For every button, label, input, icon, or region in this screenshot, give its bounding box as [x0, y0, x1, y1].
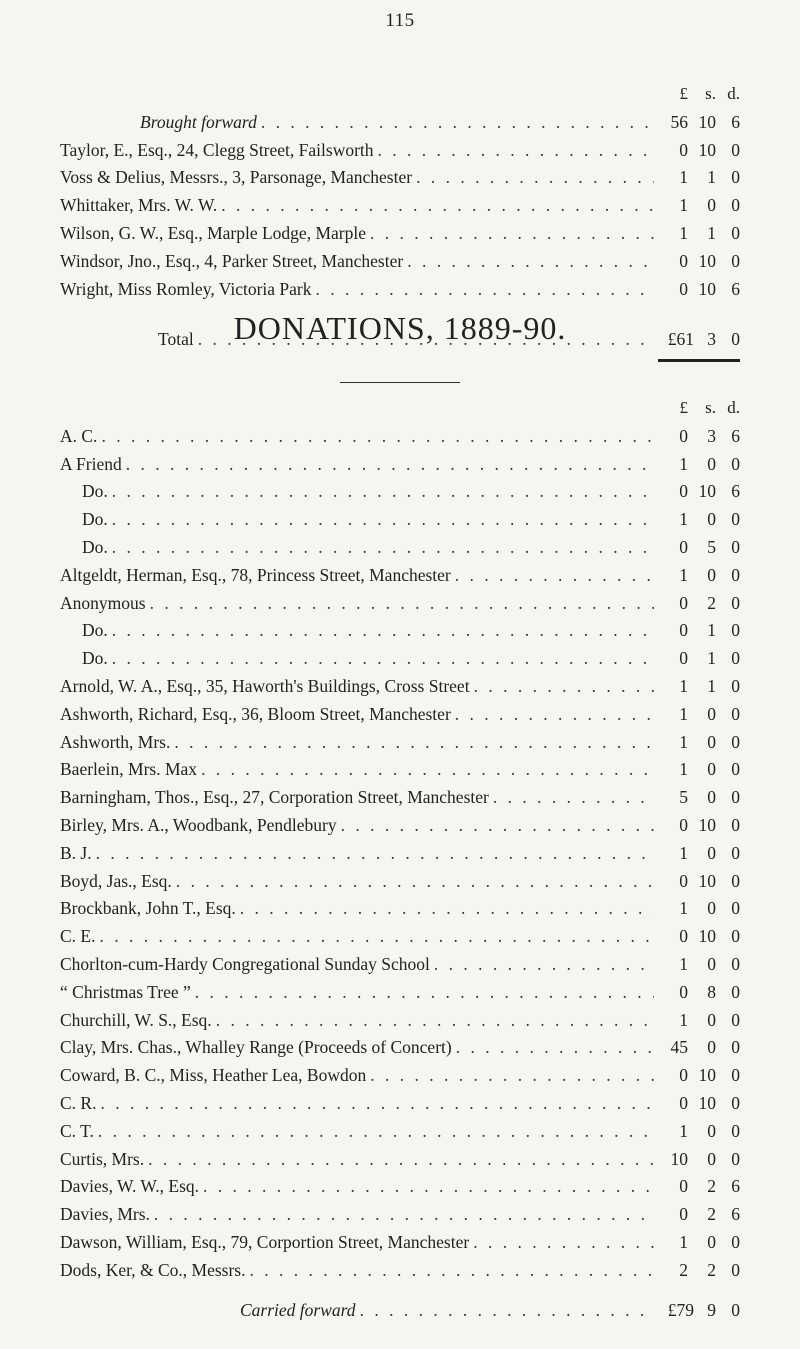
ledger-row: [60, 1204, 740, 1232]
ledger-row: [60, 676, 740, 704]
pence: 0: [731, 981, 740, 1002]
leader-dots: [203, 1176, 654, 1197]
ledger-row: [60, 732, 740, 760]
amount: [658, 1093, 740, 1114]
entry-name: Arnold, W. A., Esq., 35, Haworth's Buildings, Cross Street: [60, 675, 470, 696]
pence: 0: [731, 250, 740, 271]
leader-dots: [98, 1121, 654, 1142]
amount: [658, 1232, 740, 1253]
leader-dots: [493, 787, 654, 808]
amount: [658, 167, 740, 188]
entry-name: Voss & Delius, Messrs., 3, Parsonage, Manchester: [60, 167, 413, 188]
leader-dots: [195, 982, 654, 1003]
leader-dots: [101, 426, 654, 447]
amount: [658, 898, 740, 919]
leader-dots: [455, 704, 654, 725]
amount: [658, 1204, 740, 1225]
entry-name: Whittaker, Mrs. W. W.: [60, 195, 218, 216]
pence: 0: [731, 1092, 740, 1113]
ledger-row: [60, 704, 740, 732]
shillings: 2: [707, 1259, 716, 1280]
pence: 0: [731, 787, 740, 808]
ledger-row: [60, 1121, 740, 1149]
leader-dots: [216, 1010, 654, 1031]
amount: [658, 759, 740, 780]
ledger-row: [60, 982, 740, 1010]
pence: 0: [731, 509, 740, 530]
shillings: 0: [707, 787, 716, 808]
amount: [658, 112, 740, 133]
ledger-row: [60, 871, 740, 899]
pounds: 0: [679, 592, 688, 613]
shillings: 0: [707, 731, 716, 752]
pounds: 1: [679, 731, 688, 752]
entry-name: Curtis, Mrs.: [60, 1148, 145, 1169]
subscription-rows: [60, 112, 740, 307]
leader-dots: [261, 112, 654, 133]
entry-name: “ Christmas Tree ”: [60, 981, 191, 1002]
pence: 0: [731, 814, 740, 835]
pence: 0: [731, 759, 740, 780]
shillings: 1: [707, 620, 716, 641]
pounds: 1: [679, 842, 688, 863]
pence: 0: [731, 139, 740, 160]
pence-header: d.: [727, 398, 740, 417]
pence: 0: [731, 1259, 740, 1280]
shillings: 0: [707, 703, 716, 724]
entry-name: B. J.: [60, 842, 92, 863]
amount: [658, 815, 740, 836]
total-shillings: 3: [707, 329, 716, 350]
pence: 0: [731, 453, 740, 474]
pence: 0: [731, 1065, 740, 1086]
ledger-row: [60, 843, 740, 871]
shillings: 0: [707, 1148, 716, 1169]
pounds: 1: [679, 453, 688, 474]
entry-name: Davies, W. W., Esq.: [60, 1176, 200, 1197]
leader-dots: [249, 1260, 654, 1281]
pounds: 0: [679, 926, 688, 947]
pence: 0: [731, 1037, 740, 1058]
ledger-row: [60, 112, 740, 140]
pounds: 1: [679, 222, 688, 243]
entry-name: Ashworth, Richard, Esq., 36, Bloom Street, Manchester: [60, 703, 451, 724]
pounds: 0: [679, 1176, 688, 1197]
pounds: 0: [679, 1065, 688, 1086]
shillings: 0: [707, 509, 716, 530]
leader-dots: [360, 1300, 654, 1321]
pence: 0: [731, 648, 740, 669]
ledger-row: [60, 509, 740, 537]
amount: [658, 1149, 740, 1170]
pounds: 0: [679, 814, 688, 835]
pence: 0: [731, 536, 740, 557]
pence: 0: [731, 620, 740, 641]
entry-name: Do.: [82, 536, 108, 557]
pence: 6: [731, 111, 740, 132]
leader-dots: [201, 759, 654, 780]
donations-heading: DONATIONS, 1889-90.: [233, 310, 567, 346]
amount: [658, 565, 740, 586]
leader-dots: [112, 620, 654, 641]
leader-dots: [96, 843, 654, 864]
leader-dots: [154, 1204, 654, 1225]
pounds: 1: [679, 675, 688, 696]
pounds: 0: [679, 1204, 688, 1225]
amount: [658, 509, 740, 530]
entry-name: Taylor, E., Esq., 24, Clegg Street, Failsworth: [60, 139, 374, 160]
pence: 0: [731, 675, 740, 696]
pence: 0: [731, 703, 740, 724]
total-label: Total: [158, 329, 194, 350]
shillings: 0: [707, 759, 716, 780]
leader-dots: [100, 926, 655, 947]
pounds: 0: [679, 620, 688, 641]
leader-dots: [221, 195, 654, 216]
ledger-row: [60, 1093, 740, 1121]
entry-name: Dods, Ker, & Co., Messrs.: [60, 1259, 246, 1280]
donations-currency-header: [60, 398, 740, 426]
amount: [658, 676, 740, 697]
donations-list: [60, 398, 740, 1327]
ledger-row: [60, 279, 740, 307]
total-pence: 0: [731, 329, 740, 350]
leader-dots: [378, 140, 654, 161]
entry-name: A Friend: [60, 453, 122, 474]
pounds: 1: [679, 167, 688, 188]
shillings: 0: [707, 1037, 716, 1058]
ledger-row: [60, 1065, 740, 1093]
shillings: 10: [698, 139, 716, 160]
carried-pence: 0: [731, 1299, 740, 1320]
shillings: 10: [698, 926, 716, 947]
leader-dots: [174, 732, 654, 753]
pence: 0: [731, 731, 740, 752]
pence: 0: [731, 222, 740, 243]
entry-name: Altgeldt, Herman, Esq., 78, Princess Street, Manchester: [60, 564, 451, 585]
pounds: 0: [679, 981, 688, 1002]
shillings: 10: [698, 1092, 716, 1113]
pounds: 1: [679, 759, 688, 780]
ledger-row: [60, 1260, 740, 1288]
entry-name: Barningham, Thos., Esq., 27, Corporation Street, Manchester: [60, 787, 489, 808]
shillings: 0: [707, 953, 716, 974]
pounds: 5: [679, 787, 688, 808]
amount: [658, 1037, 740, 1058]
ledger-row: [60, 454, 740, 482]
leader-dots: [474, 676, 654, 697]
shillings: 1: [707, 648, 716, 669]
amount: [658, 648, 740, 669]
leader-dots: [112, 509, 654, 530]
amount: [658, 926, 740, 947]
entry-name: C. E.: [60, 926, 96, 947]
leader-dots: [416, 167, 654, 188]
ledger-row: [60, 426, 740, 454]
amount: [658, 426, 740, 447]
ledger-row: [60, 223, 740, 251]
amount: [658, 1010, 740, 1031]
pence: 6: [731, 278, 740, 299]
shillings: 0: [707, 195, 716, 216]
pence: 0: [731, 870, 740, 891]
amount: [658, 223, 740, 244]
leader-dots: [148, 1149, 654, 1170]
entry-name: Churchill, W. S., Esq.: [60, 1009, 212, 1030]
ledger-row: [60, 954, 740, 982]
pence: 0: [731, 842, 740, 863]
shillings: 2: [707, 1204, 716, 1225]
shillings-header: s.: [705, 84, 716, 103]
ledger-row: [60, 1232, 740, 1260]
amount: [658, 1065, 740, 1086]
pence: 6: [731, 425, 740, 446]
carried-pounds: £79: [667, 1299, 694, 1320]
leader-dots: [112, 481, 654, 502]
shillings: 10: [698, 278, 716, 299]
ledger-row: [60, 648, 740, 676]
ledger-row: [60, 815, 740, 843]
shillings: 5: [707, 536, 716, 557]
ledger-row: [60, 1176, 740, 1204]
amount: [658, 843, 740, 864]
pence: 6: [731, 1176, 740, 1197]
pence: 0: [731, 1009, 740, 1030]
total-pounds: £61: [667, 329, 694, 350]
shillings: 1: [707, 675, 716, 696]
shillings: 0: [707, 1120, 716, 1141]
amount: [658, 1176, 740, 1197]
pounds: 0: [679, 139, 688, 160]
amount: [658, 620, 740, 641]
pounds: 1: [679, 1009, 688, 1030]
leader-dots: [316, 279, 655, 300]
shillings: 10: [698, 481, 716, 502]
pounds: 0: [679, 870, 688, 891]
amount: [658, 195, 740, 216]
leader-dots: [473, 1232, 654, 1253]
pounds: 1: [679, 1231, 688, 1252]
pence: 0: [731, 564, 740, 585]
entry-name: Boyd, Jas., Esq.: [60, 870, 172, 891]
shillings: 10: [698, 814, 716, 835]
leader-dots: [112, 537, 654, 558]
entry-name: Coward, B. C., Miss, Heather Lea, Bowdon: [60, 1065, 367, 1086]
pounds: 1: [679, 703, 688, 724]
leader-dots: [100, 1093, 654, 1114]
ledger-row: [60, 898, 740, 926]
pounds: 1: [679, 564, 688, 585]
amount: [658, 537, 740, 558]
shillings: 0: [707, 453, 716, 474]
amount: [658, 1260, 740, 1281]
pence: 6: [731, 1204, 740, 1225]
carried-shillings: 9: [707, 1299, 716, 1320]
ledger-row: [60, 1037, 740, 1065]
shillings: 1: [707, 222, 716, 243]
ledger-row: [60, 1010, 740, 1038]
pounds: 56: [670, 111, 688, 132]
amount: [658, 732, 740, 753]
entry-name: Brockbank, John T., Esq.: [60, 898, 236, 919]
pounds: 1: [679, 1120, 688, 1141]
pence: 0: [731, 1148, 740, 1169]
pence: 0: [731, 1120, 740, 1141]
leader-dots: [455, 565, 654, 586]
pounds-header: £: [679, 84, 688, 103]
ledger-row: [60, 787, 740, 815]
entry-name: C. R.: [60, 1092, 97, 1113]
entry-name: Chorlton-cum-Hardy Congregational Sunday School: [60, 953, 430, 974]
leader-dots: [456, 1037, 654, 1058]
leader-dots: [341, 815, 654, 836]
leader-dots: [176, 871, 654, 892]
entry-name: Brought forward: [140, 111, 257, 132]
amount: [658, 787, 740, 808]
amount: [658, 871, 740, 892]
leader-dots: [126, 454, 654, 475]
amount: [658, 454, 740, 475]
pence: 0: [731, 167, 740, 188]
shillings: 1: [707, 167, 716, 188]
ledger-row: [60, 565, 740, 593]
shillings: 0: [707, 1231, 716, 1252]
entry-name: Do.: [82, 481, 108, 502]
entry-name: Ashworth, Mrs.: [60, 731, 171, 752]
pounds: 0: [679, 278, 688, 299]
entry-name: Do.: [82, 620, 108, 641]
shillings: 3: [707, 425, 716, 446]
pounds: 0: [679, 536, 688, 557]
entry-name: Dawson, William, Esq., 79, Corportion Street, Manchester: [60, 1231, 470, 1252]
ledger-row: [60, 926, 740, 954]
shillings: 8: [707, 981, 716, 1002]
pounds: 0: [679, 425, 688, 446]
heading-rule: [340, 382, 460, 383]
amount: [658, 982, 740, 1003]
shillings: 0: [707, 842, 716, 863]
entry-name: Wilson, G. W., Esq., Marple Lodge, Marple: [60, 222, 366, 243]
amount: [658, 1121, 740, 1142]
entry-name: Do.: [82, 509, 108, 530]
ledger-row: [60, 251, 740, 279]
leader-dots: [407, 251, 654, 272]
pence: 0: [731, 898, 740, 919]
pounds: 0: [679, 250, 688, 271]
shillings-header: s.: [705, 398, 716, 417]
currency-header: [60, 84, 740, 112]
amount: [658, 481, 740, 502]
pounds: 10: [670, 1148, 688, 1169]
leader-dots: [434, 954, 654, 975]
pounds: 1: [679, 898, 688, 919]
shillings: 10: [698, 1065, 716, 1086]
pence: 0: [731, 926, 740, 947]
shillings: 2: [707, 592, 716, 613]
ledger-row: [60, 620, 740, 648]
ledger-row: [60, 140, 740, 168]
entry-name: Anonymous: [60, 592, 146, 613]
amount: [658, 954, 740, 975]
ledger-row: [60, 759, 740, 787]
page-number: 115: [385, 10, 415, 31]
shillings: 10: [698, 870, 716, 891]
pence: 6: [731, 481, 740, 502]
donation-rows: [60, 426, 740, 1288]
total-double-rule: [658, 359, 740, 362]
amount: [658, 279, 740, 300]
shillings: 10: [698, 250, 716, 271]
entry-name: Birley, Mrs. A., Woodbank, Pendlebury: [60, 814, 337, 835]
amount: [658, 140, 740, 161]
entry-name: Clay, Mrs. Chas., Whalley Range (Proceeds of Concert): [60, 1037, 452, 1058]
pence: 0: [731, 592, 740, 613]
pounds-header: £: [679, 398, 688, 417]
entry-name: Windsor, Jno., Esq., 4, Parker Street, Manchester: [60, 250, 404, 271]
entry-name: C. T.: [60, 1120, 94, 1141]
pounds: 1: [679, 953, 688, 974]
entry-name: Davies, Mrs.: [60, 1204, 150, 1225]
shillings: 0: [707, 898, 716, 919]
pence: 0: [731, 1231, 740, 1252]
shillings: 0: [707, 1009, 716, 1030]
shillings: 10: [698, 111, 716, 132]
entry-name: Baerlein, Mrs. Max: [60, 759, 198, 780]
carried-forward-label: Carried forward: [240, 1299, 356, 1320]
shillings: 0: [707, 564, 716, 585]
pounds: 0: [679, 648, 688, 669]
pence-header: d.: [727, 84, 740, 103]
amount: [658, 704, 740, 725]
ledger-row: [60, 195, 740, 223]
pounds: 2: [679, 1259, 688, 1280]
ledger-row: [60, 481, 740, 509]
leader-dots: [240, 898, 654, 919]
ledger-row: [60, 537, 740, 565]
entry-name: Do.: [82, 648, 108, 669]
leader-dots: [370, 223, 654, 244]
carried-forward-row: [60, 1300, 740, 1328]
pounds: 1: [679, 195, 688, 216]
pence: 0: [731, 953, 740, 974]
leader-dots: [112, 648, 654, 669]
ledger-row: [60, 167, 740, 195]
ledger-row: [60, 1149, 740, 1177]
entry-name: A. C.: [60, 425, 98, 446]
amount: [658, 251, 740, 272]
amount: [658, 593, 740, 614]
leader-dots: [370, 1065, 654, 1086]
pounds: 45: [670, 1037, 688, 1058]
pounds: 0: [679, 1092, 688, 1113]
shillings: 2: [707, 1176, 716, 1197]
pounds: 1: [679, 509, 688, 530]
pounds: 0: [679, 481, 688, 502]
pence: 0: [731, 195, 740, 216]
entry-name: Wright, Miss Romley, Victoria Park: [60, 278, 312, 299]
leader-dots: [150, 593, 654, 614]
ledger-row: [60, 593, 740, 621]
